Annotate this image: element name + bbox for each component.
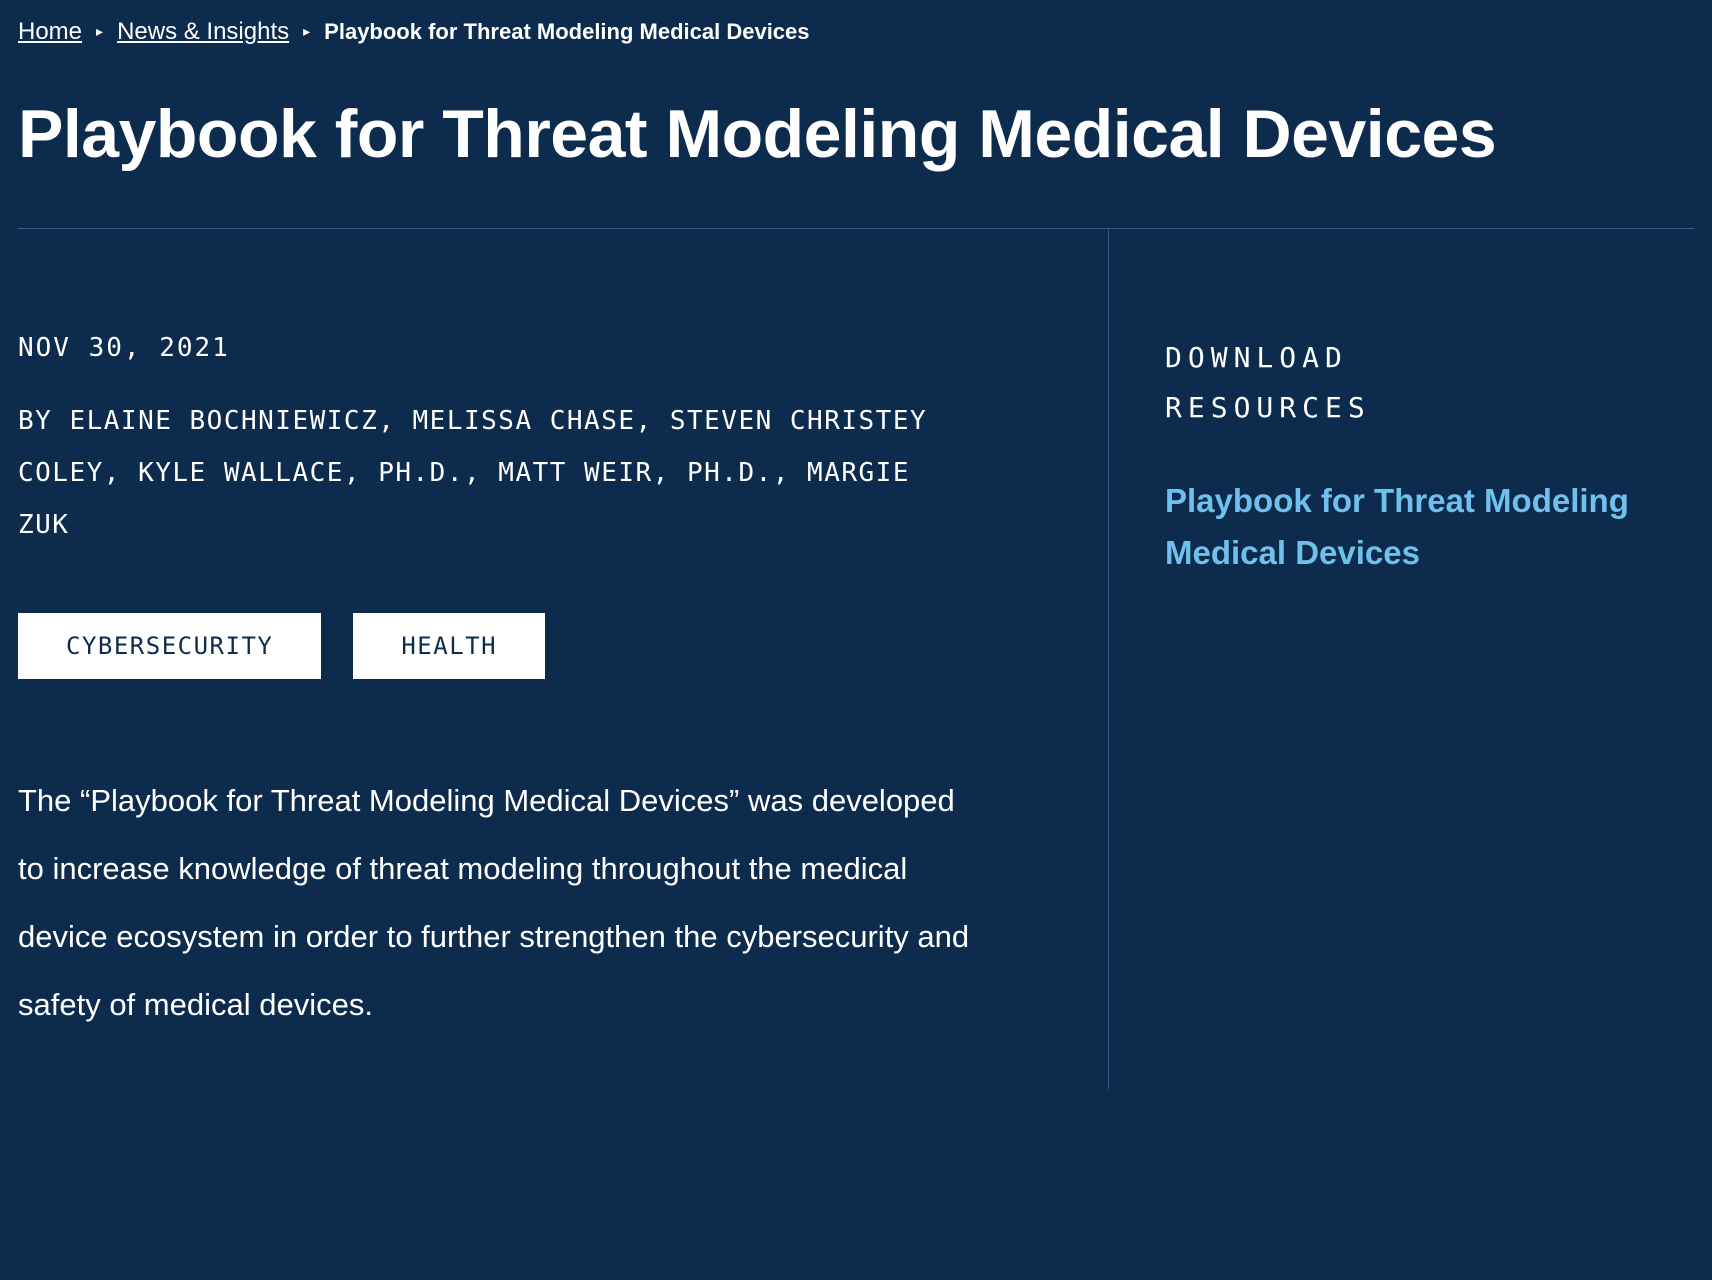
- article-main-column: [18, 229, 1108, 1089]
- breadcrumb-item-home[interactable]: Home: [18, 18, 83, 45]
- breadcrumb-item-news-insights[interactable]: News & Insights: [117, 18, 290, 45]
- chevron-right-icon: ▸: [303, 23, 311, 39]
- publish-date: NOV 30, 2021: [18, 333, 230, 363]
- download-resources-sidebar: [1108, 229, 1694, 1089]
- tag-health[interactable]: HEALTH: [353, 613, 545, 679]
- chevron-right-icon: ▸: [96, 23, 104, 39]
- sidebar-heading: DOWNLOAD RESOURCES: [1165, 341, 1371, 424]
- page-title: Playbook for Threat Modeling Medical Devices: [18, 96, 1497, 172]
- breadcrumb: [18, 0, 1694, 48]
- tag-list: [18, 613, 1048, 679]
- content-columns: [18, 229, 1694, 1089]
- byline: BY ELAINE BOCHNIEWICZ, MELISSA CHASE, STEVEN CHRISTEY COLEY, KYLE WALLACE, PH.D., MATT WEIR, PH.D., MARGIE ZUK: [18, 406, 928, 540]
- download-link-playbook[interactable]: Playbook for Threat Modeling Medical Devices: [1165, 482, 1629, 571]
- tag-cybersecurity[interactable]: CYBERSECURITY: [18, 613, 321, 679]
- breadcrumb-item-current: Playbook for Threat Modeling Medical Devices: [324, 19, 810, 44]
- article-lede: The “Playbook for Threat Modeling Medical Devices” was developed to increase knowledge of threat modeling throughout the medical device ecosystem in order to further strengthen the cybersecurity and safety of medical devices.: [18, 783, 970, 1022]
